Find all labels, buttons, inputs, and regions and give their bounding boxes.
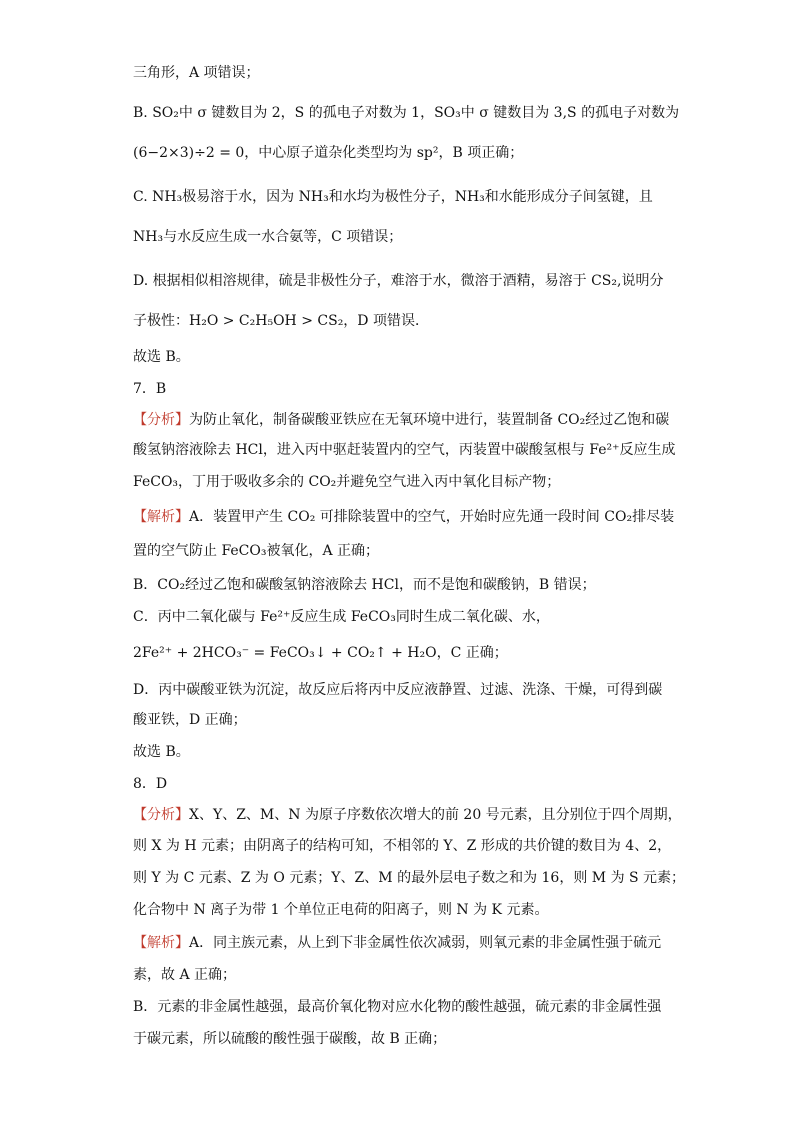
text-line: FeCO₃，丁用于吸收多余的 CO₂并避免空气进入丙中氧化目标产物； — [133, 474, 561, 490]
text-line: C. NH₃极易溶于水，因为 NH₃和水均为极性分子，NH₃和水能形成分子间氢键，且 — [133, 189, 653, 205]
analysis-tag: 【分析】 — [133, 807, 189, 823]
solution-tag: 【解析】 — [133, 935, 189, 951]
text-line: 酸亚铁，D 正确； — [133, 712, 247, 728]
text-line: C．丙中二氧化碳与 Fe²⁺反应生成 FeCO₃同时生成二氧化碳、水， — [133, 609, 550, 625]
text-line: 素，故 A 正确； — [133, 967, 237, 983]
solution-tag: 【解析】 — [133, 509, 189, 525]
analysis-text: X、Y、Z、M、N 为原子序数依次增大的前 20 号元素，且分别位于四个周期， — [189, 807, 682, 823]
text-line: 则 Y 为 C 元素、Z 为 O 元素；Y、Z、M 的最外层电子数之和为 16，则 M 为 S 元素； — [133, 870, 686, 886]
analysis-tag: 【分析】 — [133, 412, 189, 428]
text-line: NH₃与水反应生成一水合氨等，C 项错误； — [133, 229, 403, 245]
text-line: (6−2×3)÷2 = 0，中心原子道杂化类型均为 sp²，B 项正确； — [133, 145, 524, 161]
text-line: 酸氢钠溶液除去 HCl，进入丙中驱赶装置内的空气，丙装置中碳酸氢根与 Fe²⁺反应生成 — [133, 442, 676, 458]
text-line: B．CO₂经过乙饱和碳酸氢钠溶液除去 HCl，而不是饱和碳酸钠，B 错误； — [133, 577, 596, 593]
text-line: 置的空气防止 FeCO₃被氧化，A 正确； — [133, 543, 380, 559]
text-line: 于碳元素，所以硫酸的酸性强于碳酸，故 B 正确； — [133, 1031, 447, 1047]
analysis-line — [133, 410, 669, 430]
text-line: D．丙中碳酸亚铁为沉淀，故反应后将丙中反应液静置、过滤、洗涤、干燥，可得到碳 — [133, 682, 663, 698]
text-line: 7．B — [133, 381, 167, 397]
text-line: 子极性：H₂O > C₂H₅OH > CS₂，D 项错误． — [133, 313, 429, 329]
solution-text: A．同主族元素，从上到下非金属性依次减弱，则氧元素的非金属性强于硫元 — [189, 935, 662, 951]
solution-line — [133, 933, 661, 953]
text-line: 化合物中 N 离子为带 1 个单位正电荷的阳离子，则 N 为 K 元素。 — [133, 902, 549, 918]
analysis-line — [133, 805, 682, 825]
text-line: B．元素的非金属性越强，最高价氧化物对应水化物的酸性越强，硫元素的非金属性强 — [133, 999, 662, 1015]
solution-line — [133, 507, 674, 527]
text-line: 三角形，A 项错误； — [133, 65, 260, 81]
text-line: 8．D — [133, 776, 168, 792]
solution-text: A．装置甲产生 CO₂ 可排除装置中的空气，开始时应先通一段时间 CO₂排尽装 — [189, 509, 675, 525]
text-line: 故选 B。 — [133, 349, 190, 365]
text-line: D. 根据相似相溶规律，硫是非极性分子，难溶于水，微溶于酒精，易溶于 CS₂,说明分 — [133, 273, 664, 289]
text-line: B. SO₂中 σ 键数目为 2，S 的孤电子对数为 1，SO₃中 σ 键数目为 3,S 的孤电子对数为 — [133, 105, 680, 121]
text-line: 则 X 为 H 元素；由阴离子的结构可知，不相邻的 Y、Z 形成的共价键的数目为 4、2， — [133, 838, 672, 854]
text-line: 故选 B。 — [133, 744, 190, 760]
analysis-text: 为防止氧化，制备碳酸亚铁应在无氧环境中进行，装置制备 CO₂经过乙饱和碳 — [189, 412, 670, 428]
equation-line: 2Fe²⁺ + 2HCO₃⁻ = FeCO₃↓ + CO₂↑ + H₂O，C 正确； — [133, 645, 508, 661]
